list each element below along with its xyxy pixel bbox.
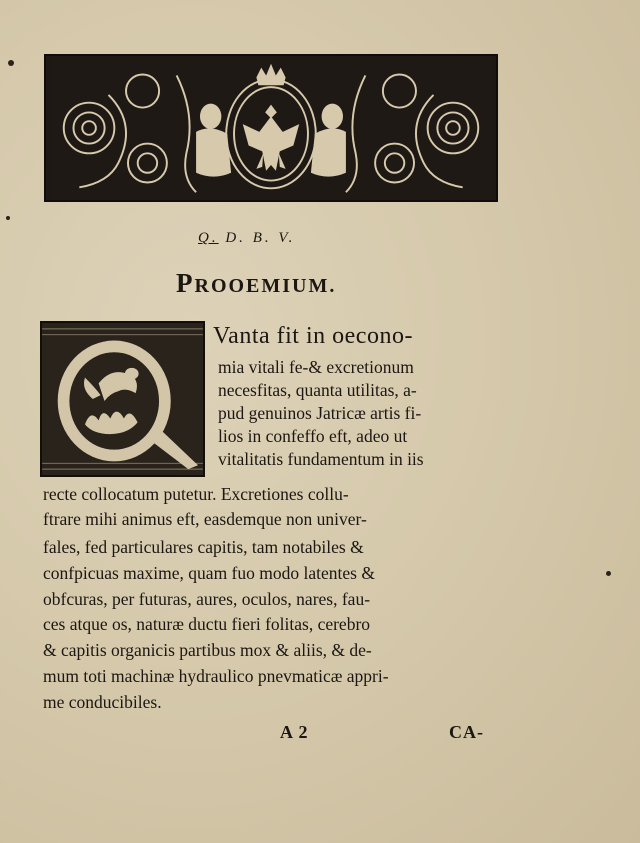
- dedication-signature: [198, 230, 358, 247]
- phoenix-in-flames-icon: [42, 323, 203, 475]
- signature-d: D.: [225, 230, 246, 246]
- page-title: [176, 268, 396, 299]
- headpiece-ornament: [44, 54, 498, 202]
- decorated-initial-q: [40, 321, 205, 477]
- text-line: mum toti machinæ hydraulico pnevmaticæ appri-: [43, 666, 389, 686]
- catchword: CA-: [449, 722, 484, 742]
- ink-speck: [606, 571, 611, 576]
- text-line: ftrare mihi animus eft, easdemque non univer-: [43, 509, 367, 529]
- signature-mark: A 2: [280, 722, 309, 742]
- text-line: lios in confeffo eft, adeo ut: [218, 426, 408, 446]
- text-line: ces atque os, naturæ ductu fieri folitas, cerebro: [43, 614, 371, 634]
- text-line: necesfitas, quanta utilitas, a-: [218, 380, 417, 400]
- signature-v: V.: [278, 230, 296, 246]
- signature-q: Q.: [198, 230, 219, 246]
- signature-b: B.: [252, 230, 272, 246]
- ink-speck: [6, 216, 10, 220]
- text-line: pud genuinos Jatricæ artis fi-: [218, 403, 422, 423]
- crowned-eagle-crest-icon: [46, 56, 496, 200]
- title-text: PROOEMIUM.: [176, 268, 337, 298]
- text-line: confpicuas maxime, quam fuo modo latentes &: [43, 563, 375, 583]
- text-line: mia vitali fe-& excretionum: [218, 357, 414, 377]
- text-line: obfcuras, per futuras, aures, oculos, nares, fau-: [43, 589, 371, 609]
- text-line: recte collocatum putetur. Excretiones collu-: [43, 484, 349, 504]
- text-line: fales, fed particulares capitis, tam notabiles &: [43, 537, 364, 557]
- text-line: me conducibiles.: [43, 692, 162, 712]
- text-line: Vanta fit in oecono-: [213, 323, 413, 349]
- text-line: vitalitatis fundamentum in iis: [218, 449, 424, 469]
- ink-speck: [8, 60, 14, 66]
- text-line: & capitis organicis partibus mox & aliis, & de-: [43, 640, 372, 660]
